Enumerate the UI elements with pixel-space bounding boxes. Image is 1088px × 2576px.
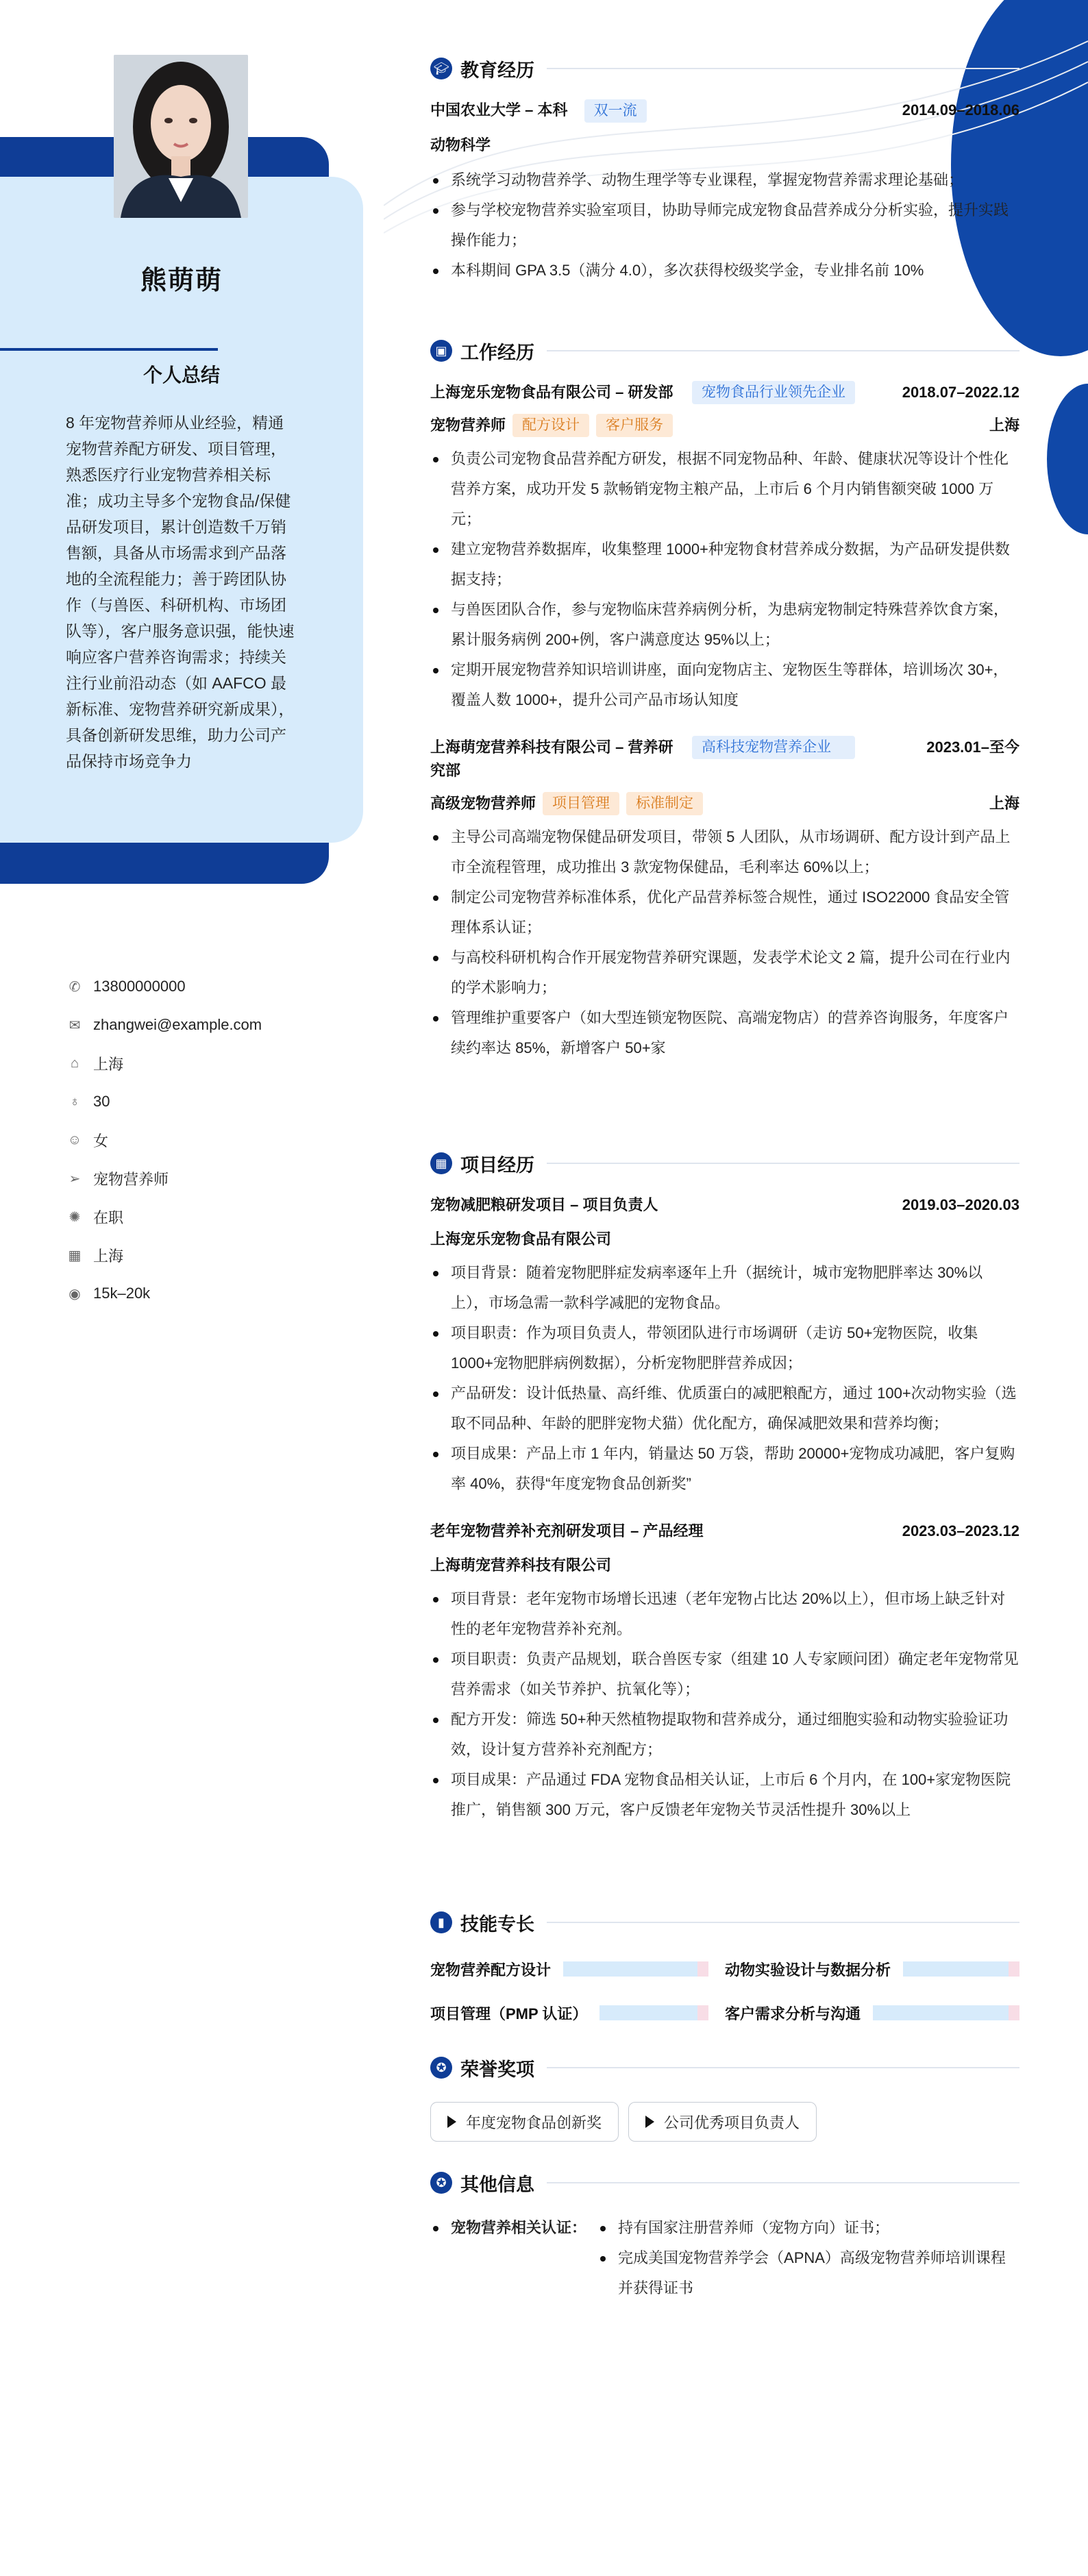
section-divider bbox=[547, 2067, 1019, 2068]
skill-level-marker bbox=[697, 1961, 708, 1977]
company-tag: 高科技宠物营养企业 bbox=[692, 736, 855, 759]
section-title: 项目经历 bbox=[460, 1154, 534, 1176]
skill-bar bbox=[903, 1961, 1019, 1977]
bullet-item: 项目背景：随着宠物肥胖症发病率逐年上升（据统计，城市宠物肥胖率达 30%以上），市场急需一款科学减肥的宠物食品。 bbox=[430, 1258, 1019, 1318]
bullet-item: 管理维护重要客户（如大型连锁宠物医院、高端宠物店）的营养咨询服务，年度客户续约率达 85%，新增客户 50+家 bbox=[430, 1003, 1019, 1063]
summary-title: 个人总结 bbox=[143, 364, 220, 386]
skill-bar bbox=[563, 1961, 708, 1977]
contact-item bbox=[66, 1121, 354, 1159]
bullet-item: 与兽医团队合作，参与宠物临床营养病例分析，为患病宠物制定特殊营养饮食方案，累计服务病例 200+例，客户满意度达 95%以上； bbox=[430, 595, 1019, 655]
skill-tag: 项目管理 bbox=[543, 792, 619, 815]
award-icon: ✪ bbox=[430, 2057, 452, 2079]
job-entry bbox=[430, 381, 1019, 715]
project-header bbox=[430, 1193, 1019, 1217]
decorative-swoosh bbox=[0, 1836, 315, 2576]
contact-item bbox=[66, 1082, 354, 1121]
bullet-item: 定期开展宠物营养知识培训讲座，面向宠物店主、宠物医生等群体，培训场次 30+，覆盖人数 1000+，提升公司产品市场认知度 bbox=[430, 655, 1019, 715]
grid-icon: ▦ bbox=[430, 1152, 452, 1174]
job-header bbox=[430, 736, 1019, 782]
contact-item bbox=[66, 1198, 354, 1236]
summary-divider bbox=[0, 348, 218, 351]
certification-item: 持有国家注册营养师（宠物方向）证书； bbox=[597, 2213, 1019, 2243]
phone-icon: ✆ bbox=[69, 979, 81, 995]
profile-name: 熊萌萌 bbox=[140, 267, 223, 295]
education-date: 2014.09–2018.06 bbox=[902, 101, 1019, 119]
certification-block bbox=[430, 2213, 1019, 2303]
salary-icon: ◉ bbox=[69, 1286, 81, 1302]
bullet-item: 制定公司宠物营养标准体系，优化产品营养标签合规性，通过 ISO22000 食品安全管理体系认证； bbox=[430, 882, 1019, 943]
company-name: 上海宠乐宠物食品有限公司 – 研发部 bbox=[430, 384, 673, 401]
skill-level-marker bbox=[1009, 1961, 1019, 1977]
contact-text: 宠物营养师 bbox=[93, 1170, 169, 1188]
contact-text: 30 bbox=[93, 1093, 110, 1110]
section-divider bbox=[547, 2182, 1019, 2183]
skill-name: 动物实验设计与数据分析 bbox=[725, 1961, 891, 1979]
certification-label: 宠物营养相关认证： bbox=[430, 2213, 586, 2303]
mail-icon: ✉ bbox=[69, 1017, 81, 1033]
contact-text: 女 bbox=[93, 1132, 109, 1150]
contact-text: 在职 bbox=[93, 1209, 124, 1226]
send-icon: ➢ bbox=[69, 1171, 81, 1187]
graduation-cap-icon: 🎓︎ bbox=[430, 58, 452, 79]
bullet-item: 建立宠物营养数据库，收集整理 1000+种宠物食材营养成分数据，为产品研发提供数据支持； bbox=[430, 534, 1019, 595]
project-bullets bbox=[430, 1584, 1019, 1825]
section-divider bbox=[547, 1922, 1019, 1923]
bullet-item: 项目职责：作为项目负责人，带领团队进行市场调研（走访 50+宠物医院，收集 1000+宠物肥胖病例数据），分析宠物肥胖营养成因； bbox=[430, 1318, 1019, 1378]
contact-text: 上海 bbox=[93, 1247, 124, 1265]
section-title: 教育经历 bbox=[460, 60, 534, 81]
projects-section bbox=[430, 1148, 1019, 1825]
contact-item bbox=[66, 1236, 354, 1274]
project-name: 宠物减肥粮研发项目 – 项目负责人 bbox=[430, 1196, 658, 1213]
section-title: 工作经历 bbox=[460, 342, 534, 363]
job-role: 高级宠物营养师 bbox=[430, 795, 536, 812]
contact-item bbox=[66, 1159, 354, 1198]
job-entry bbox=[430, 736, 1019, 1063]
skill-tag: 客户服务 bbox=[596, 414, 673, 437]
bullet-item: 产品研发：设计低热量、高纤维、优质蛋白的减肥粮配方，通过 100+次动物实验（选取不同品种、年龄的肥胖宠物犬猫）优化配方，确保减肥效果和营养均衡； bbox=[430, 1378, 1019, 1439]
skill-name: 项目管理（PMP 认证） bbox=[430, 2005, 588, 2022]
bullet-item: 本科期间 GPA 3.5（满分 4.0），多次获得校级奖学金，专业排名前 10% bbox=[430, 256, 1019, 286]
section-title: 其他信息 bbox=[460, 2174, 534, 2195]
bullet-item: 负责公司宠物食品营养配方研发，根据不同宠物品种、年龄、健康状况等设计个性化营养方案，成功开发 5 款畅销宠物主粮产品，上市后 6 个月内销售额突破 1000 万元； bbox=[430, 444, 1019, 534]
school-name: 中国农业大学 – 本科 bbox=[430, 101, 568, 119]
job-bullets bbox=[430, 822, 1019, 1063]
awards-section bbox=[430, 2053, 1019, 2142]
contact-text: 15k–20k bbox=[93, 1285, 151, 1302]
skill-level-marker bbox=[697, 2005, 708, 2020]
bullet-item: 主导公司高端宠物保健品研发项目，带领 5 人团队，从市场调研、配方设计到产品上市全流程管理，成功推出 3 款宠物保健品，毛利率达 60%以上； bbox=[430, 822, 1019, 882]
work-section bbox=[430, 336, 1019, 1063]
project-entry bbox=[430, 1193, 1019, 1499]
project-bullets bbox=[430, 1258, 1019, 1499]
contact-item bbox=[66, 1006, 354, 1044]
briefcase-icon: ▣ bbox=[430, 340, 452, 362]
job-date: 2018.07–2022.12 bbox=[902, 384, 1019, 401]
section-divider bbox=[547, 68, 1019, 69]
bullet-item: 与高校科研机构合作开展宠物营养研究课题，发表学术论文 2 篇，提升公司在行业内的学术影响力； bbox=[430, 943, 1019, 1003]
bullet-item: 配方开发：筛选 50+种天然植物提取物和营养成分，通过细胞实验和动物实验验证功效，设计复方营养补充剂配方； bbox=[430, 1705, 1019, 1765]
bullet-item: 项目成果：产品通过 FDA 宠物食品相关认证，上市后 6 个月内，在 100+家宠物医院推广，销售额 300 万元，客户反馈老年宠物关节灵活性提升 30%以上 bbox=[430, 1765, 1019, 1825]
bullet-item: 项目职责：负责产品规划，联合兽医专家（组建 10 人专家顾问团）确定老年宠物常见营养需求（如关节养护、抗氧化等）； bbox=[430, 1644, 1019, 1705]
decorative-swoosh bbox=[1047, 384, 1088, 534]
bullet-item: 系统学习动物营养学、动物生理学等专业课程，掌握宠物营养需求理论基础； bbox=[430, 165, 1019, 195]
skill-bar bbox=[873, 2005, 1019, 2020]
bullet-item: 项目成果：产品上市 1 年内，销量达 50 万袋，帮助 20000+宠物成功减肥，客户复购率 40%，获得“年度宠物食品创新奖” bbox=[430, 1439, 1019, 1499]
project-company: 上海萌宠营养科技有限公司 bbox=[430, 1557, 612, 1574]
contact-item bbox=[66, 1044, 354, 1082]
certification-list bbox=[597, 2213, 1019, 2303]
skill-bar bbox=[599, 2005, 708, 2020]
project-company: 上海宠乐宠物食品有限公司 bbox=[430, 1230, 612, 1248]
contact-item bbox=[66, 1274, 354, 1313]
skill-item bbox=[725, 1991, 1019, 2035]
avatar bbox=[114, 55, 248, 218]
project-date: 2023.03–2023.12 bbox=[902, 1522, 1019, 1539]
skill-item bbox=[430, 1991, 725, 2035]
school-tag: 双一流 bbox=[584, 99, 647, 123]
job-role-row bbox=[430, 792, 1019, 815]
contact-text: 13800000000 bbox=[93, 978, 186, 995]
certification-item: 完成美国宠物营养学会（APNA）高级宠物营养师培训课程并获得证书 bbox=[597, 2243, 1019, 2303]
skill-name: 客户需求分析与沟通 bbox=[725, 2005, 861, 2022]
contact-item bbox=[66, 967, 354, 1006]
skill-item bbox=[430, 1947, 725, 1991]
section-divider bbox=[547, 350, 1019, 351]
skill-tag: 标准制定 bbox=[626, 792, 703, 815]
job-bullets bbox=[430, 444, 1019, 715]
project-entry bbox=[430, 1520, 1019, 1825]
building-icon: ▦ bbox=[68, 1248, 82, 1263]
section-title: 荣誉奖项 bbox=[460, 2059, 534, 2080]
award-badge bbox=[430, 2102, 619, 2142]
other-section bbox=[430, 2168, 1019, 2303]
job-date: 2023.01–至今 bbox=[926, 739, 1019, 756]
contact-text: zhangwei@example.com bbox=[93, 1016, 262, 1033]
award-badge bbox=[628, 2102, 817, 2142]
award-label: 公司优秀项目负责人 bbox=[664, 2114, 800, 2131]
bar-chart-icon: ▮ bbox=[430, 1911, 452, 1933]
job-role-row bbox=[430, 414, 1019, 437]
bullet-item: 参与学校宠物营养实验室项目，协助导师完成宠物食品营养成分分析实验，提升实践操作能力； bbox=[430, 195, 1019, 256]
gender-icon: ☺ bbox=[67, 1132, 82, 1148]
major: 动物科学 bbox=[430, 136, 491, 153]
skill-name: 宠物营养配方设计 bbox=[430, 1961, 552, 1979]
education-section bbox=[430, 53, 1019, 286]
education-bullets bbox=[430, 165, 1019, 286]
skill-tag: 配方设计 bbox=[512, 414, 589, 437]
bullet-item: 项目背景：老年宠物市场增长迅速（老年宠物占比达 20%以上），但市场上缺乏针对性的老年宠物营养补充剂。 bbox=[430, 1584, 1019, 1644]
award-label: 年度宠物食品创新奖 bbox=[466, 2114, 602, 2131]
play-icon bbox=[645, 2116, 654, 2128]
contact-text: 上海 bbox=[93, 1055, 124, 1073]
section-title: 技能专长 bbox=[460, 1914, 534, 1935]
section-divider bbox=[547, 1163, 1019, 1164]
play-icon bbox=[447, 2116, 456, 2128]
skill-level-marker bbox=[1009, 2005, 1019, 2020]
info-icon: ✪ bbox=[430, 2172, 452, 2194]
company-tag: 宠物食品行业领先企业 bbox=[692, 381, 855, 404]
job-header bbox=[430, 381, 1019, 404]
summary-text: 8 年宠物营养师从业经验，精通宠物营养配方研发、项目管理，熟悉医疗行业宠物营养相关标准；成功主导多个宠物食品/保健品研发项目，累计创造数千万销售额，具备从市场需求到产品落地的全流程能力；善于跨团队协作（与兽医、科研机构、市场团队等），客户服务意识强，能快速响应客户营养咨询需求；持续关注行业前沿动态（如 AAFCO 最新标准、宠物营养研究新成果），具备创新研发思维，助力公司产品保持市场竞争力 bbox=[66, 414, 295, 770]
home-icon: ⌂ bbox=[70, 1055, 79, 1071]
cake-icon: ♁ bbox=[69, 1093, 80, 1109]
skill-item bbox=[725, 1947, 1019, 1991]
status-icon: ✺ bbox=[69, 1209, 81, 1225]
project-date: 2019.03–2020.03 bbox=[902, 1196, 1019, 1213]
contact-list bbox=[66, 967, 354, 1313]
job-city: 上海 bbox=[989, 417, 1019, 434]
project-name: 老年宠物营养补充剂研发项目 – 产品经理 bbox=[430, 1522, 704, 1539]
project-header bbox=[430, 1520, 1019, 1543]
job-role: 宠物营养师 bbox=[430, 417, 506, 434]
job-city: 上海 bbox=[989, 795, 1019, 812]
skills-section bbox=[430, 1907, 1019, 2035]
company-name: 上海萌宠营养科技有限公司 – 营养研究部 bbox=[430, 739, 673, 779]
